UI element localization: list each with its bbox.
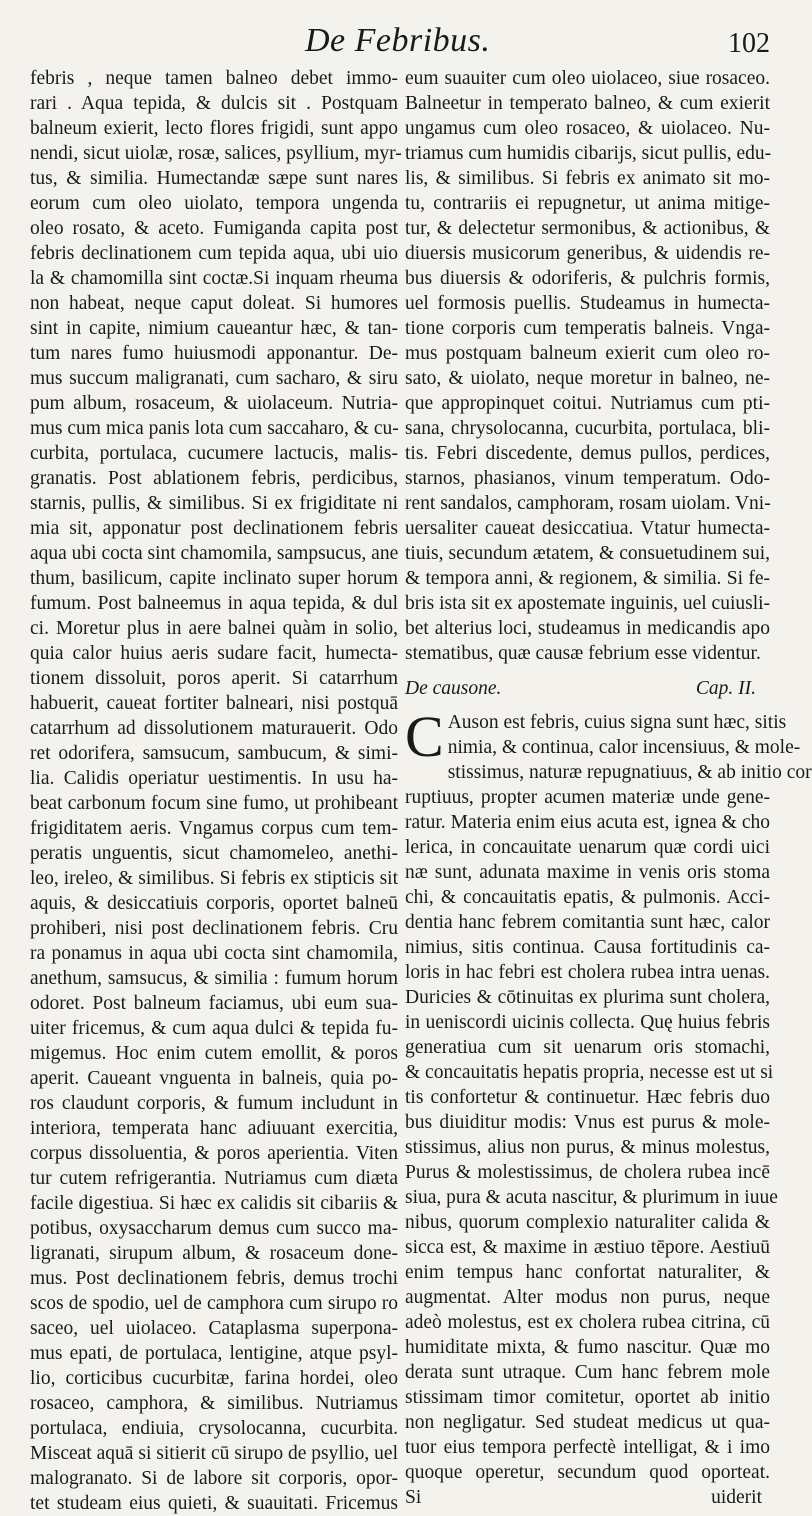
text-line: mus epati, de portulaca, lentigine, atque psyl- — [30, 1343, 398, 1364]
text-line: nendi, sicut uiolæ, rosæ, salices, psyllium, myr- — [30, 143, 402, 164]
section-title: De causone. — [405, 677, 502, 699]
text-line: aperit. Caueant vnguenta in balneis, quia po- — [30, 1068, 398, 1089]
text-line: stissimus, alius non purus, & minus molestus, — [405, 1137, 770, 1158]
text-line: Purus & molestissimus, de cholera rubea incē — [405, 1162, 770, 1183]
text-line: non habeat, neque caput doleat. Si humores — [30, 293, 398, 314]
text-line: bus diuersis & odoriferis, & pulchris formis, — [405, 268, 770, 289]
text-line: & tempora anni, & regionem, & similia. Si fe- — [405, 568, 770, 589]
text-line: mia sit, apponatur post declinationem febris — [30, 518, 398, 539]
text-line: dentia hanc febrem comitantia sunt hæc, calor — [405, 912, 770, 933]
text-line: nimia, & continua, calor incensiuus, & mole- — [447, 737, 801, 758]
text-line: corpus dissoluentia, & poros aperientia. Viten — [30, 1143, 398, 1164]
text-line: mus cum mica panis lota cum saccaharo, & cu- — [30, 418, 399, 439]
text-line: uiter fricemus, & cum aqua dulci & tepida fu- — [30, 1018, 398, 1039]
text-line: facile digestiua. Si hæc ex calidis sit cibariis & — [30, 1193, 398, 1214]
text-line: stissimus, naturæ repugnatiuus, & ab initio cor — [447, 762, 812, 783]
text-line: migemus. Hoc enim cutem emollit, & poros — [30, 1043, 398, 1064]
text-line: ret odorifera, samsucum, sambucum, & simi- — [30, 743, 398, 764]
text-line: sint in capite, nimium caueantur hæc, & tan- — [30, 318, 398, 339]
text-line: lis, & similibus. Si febris ex animato sit mo- — [405, 168, 770, 189]
text-line: tis. Febri discedente, demus pullos, perdices, — [405, 443, 770, 464]
right-column-upper-text — [405, 66, 770, 666]
drop-capital: C — [405, 704, 444, 769]
text-line: tus, & similia. Humectandæ sæpe sunt nares — [30, 168, 398, 189]
text-line: saceo, uel uiolaceo. Cataplasma superpona- — [30, 1318, 398, 1339]
text-line: ci. Moretur plus in aere balnei quàm in solio, — [30, 618, 398, 639]
text-line: stissimam timor comitetur, oportet ab initio — [405, 1387, 770, 1408]
text-line: uel formosis puellis. Studeamus in humecta- — [405, 293, 770, 314]
text-line: catarrhum ad dissolutionem maturauerit. Odo — [30, 718, 398, 739]
text-line: ratur. Materia enim eius acuta est, ignea & cho — [405, 812, 770, 833]
text-line: tuor eius tempora perfectè intelligat, & i imo — [405, 1437, 770, 1458]
text-line: prohiberi, nisi post declinationem febris. Cru — [30, 918, 398, 939]
right-column — [405, 66, 812, 1510]
text-line: beat carbonum focum sine fumo, ut prohibeant — [30, 793, 398, 814]
text-line: eum suauiter cum oleo uiolaceo, siue rosaceo. — [405, 68, 770, 89]
text-line: peratis unguentis, sicut chamomeleo, anethi- — [30, 843, 398, 864]
text-line: ruptiuus, propter acumen materiæ unde gene- — [405, 787, 770, 808]
text-line: pum album, rosaceum, & uiolaceum. Nutria- — [30, 393, 398, 414]
text-line: odoret. Post balneum faciamus, ubi eum sua- — [30, 993, 398, 1014]
text-line: mus. Post declinationem febris, demus trochi — [30, 1268, 398, 1289]
text-line: tis confortetur & continuetur. Hæc febris duo — [405, 1087, 770, 1108]
text-line: interiora, temperata hanc adiuuant exercitia, — [30, 1118, 398, 1139]
text-line: aquis, & desiccatiuis corporis, oportet balneū — [30, 893, 398, 914]
text-line: oleo rosato, & aceto. Fumiganda capita post — [30, 218, 398, 239]
text-line: sana, chrysolocanna, cucurbita, portulaca, bli- — [405, 418, 770, 439]
text-line: næ sunt, adunata maxime in venis oris stoma — [405, 862, 770, 883]
text-line: tione corporis cum temperatis balneis. Vnga- — [405, 318, 770, 339]
text-line: lerica, in concauitate uenarum quæ cordi uici — [405, 837, 770, 858]
text-line: Duricies & cōtinuitas ex plurima sunt cholera, — [405, 987, 770, 1008]
text-line: starnis, pullis, & similibus. Si ex frigiditate ni — [30, 493, 398, 514]
text-line: malogranato. Si de labore sit corporis, opor- — [30, 1468, 398, 1489]
text-line: tur cutem refrigerantia. Nutriamus cum diæta — [30, 1168, 398, 1189]
text-line: generatiua cum sit uenarum oris stomachi, — [405, 1037, 770, 1058]
text-line: tum nares fumo huiusmodi apponantur. De- — [30, 343, 398, 364]
text-line: lio, corticibus cucurbitæ, farina hordei, oleo — [30, 1368, 398, 1389]
text-line: stematibus, quæ causæ febrium esse videntur. — [405, 643, 761, 664]
text-line: ros claudunt corporis, & fumum includunt in — [30, 1093, 398, 1114]
text-line: potibus, oxysaccharum demus cum succo ma- — [30, 1218, 398, 1239]
text-line: triamus cum humidis cibarijs, sicut pullis, edu- — [405, 143, 772, 164]
text-line: mus postquam balneum exierit cum oleo ro- — [405, 343, 770, 364]
chapter-heading — [405, 666, 770, 710]
page-header — [0, 18, 800, 64]
text-line: Balneetur in temperato balneo, & cum exierit — [405, 93, 770, 114]
text-line: humiditate mixta, & fumo nascitur. Quæ mo — [405, 1337, 770, 1358]
text-line: scos de spodio, uel de camphora cum sirupo ro — [30, 1293, 398, 1314]
text-line: siua, pura & acuta nascitur, & plurimum in iuue — [405, 1187, 778, 1208]
text-line: que appropinquet coitui. Nutriamus cum pti- — [405, 393, 770, 414]
text-line: quia calor huius aeris sudare facit, humecta- — [30, 643, 398, 664]
text-line: fumum. Post balneemus in aqua tepida, & dul — [30, 593, 398, 614]
text-line: tet studeam eius quieti, & suauitati. Fricemus — [30, 1493, 398, 1514]
text-line: Misceat aquā si sitierit cū sirupo de psyllio, uel — [30, 1443, 398, 1464]
text-line: diuersis musicorum generibus, & uidendis re- — [405, 243, 770, 264]
text-line: loris in hac febri est cholera rubea intra uenas. — [405, 962, 770, 983]
text-line: anethum, samsucus, & similia : fumum horum — [30, 968, 398, 989]
text-line: thum, basilicum, capite inclinato super horum — [30, 568, 398, 589]
text-line: mus succum maligranati, cum sacharo, & siru — [30, 368, 398, 389]
text-line: febris declinationem cum tepida aqua, ubi uio — [30, 243, 398, 264]
text-line: nimius, sitis continua. Causa fortitudinis ca- — [405, 937, 770, 958]
text-line: bris ista sit ex apostemate inguinis, uel cuiusli- — [405, 593, 771, 614]
text-line: adeò molestus, est ex cholera rubea citrina, cū — [405, 1312, 770, 1333]
running-title: De Febribus. — [305, 22, 491, 59]
text-line: Auson est febris, cuius signa sunt hæc, sitis — [447, 712, 787, 733]
text-line: eorum cum oleo uiolato, tempora ungenda — [30, 193, 398, 214]
text-line: leo, ireleo, & similibus. Si febris ex stipticis sit — [30, 868, 398, 889]
text-line: bet alterius loci, studeamus in medicandis apo — [405, 618, 770, 639]
text-line: lia. Calidis operiatur uestimentis. In usu ha- — [30, 768, 398, 789]
text-line: derata sunt utraque. Cum hanc febrem mole — [405, 1362, 770, 1383]
text-line: balneum exierit, lecto flores frigidi, sunt appo — [30, 118, 398, 139]
text-line: habuerit, caueat fortiter balneari, nisi postquā — [30, 693, 398, 714]
text-line: & concauitatis hepatis propria, necesse est ut si — [405, 1062, 774, 1083]
text-line: rosaceo, camphora, & similibus. Nutriamus — [30, 1393, 398, 1414]
chapter-number: Cap. II. — [695, 677, 756, 699]
catchword: Si uiderit — [405, 1487, 762, 1508]
text-line: quoque operetur, secundum quod oporteat. — [405, 1462, 770, 1483]
chapter-opening — [405, 704, 801, 769]
text-line: frigiditatem aeris. Vngamus corpus cum tem- — [30, 818, 398, 839]
text-line: febris , neque tamen balneo debet immo- — [30, 68, 398, 89]
text-line: in ueniscordi uicinis collecta. Quę huius febris — [405, 1012, 770, 1033]
text-line: ligranati, sirupum album, & rosaceum done- — [30, 1243, 398, 1264]
text-line: sato, & uiolato, neque moretur in balneo, ne- — [405, 368, 770, 389]
text-line: aqua ubi cocta sint chamomila, sampsucus, ane — [30, 543, 399, 564]
text-line: ungamus cum oleo rosaceo, & uiolaceo. Nu- — [405, 118, 770, 139]
text-line: curbita, portulaca, cucumere lactucis, malis- — [30, 443, 398, 464]
text-line: la & chamomilla sint coctæ.Si inquam rheuma — [30, 268, 398, 289]
text-line: tiuis, secundum ætatem, & consuetudinem sui, — [405, 543, 770, 564]
text-line: ra ponamus in aqua ubi cocta sint chamomila, — [30, 943, 398, 964]
text-line: rent sandalos, camphoram, rosam uiolam. Vni- — [405, 493, 771, 514]
text-line: rari . Aqua tepida, & dulcis sit . Postquam — [30, 93, 398, 114]
right-column-lower-text — [405, 760, 812, 1485]
page-number: 102 — [728, 28, 770, 59]
text-line: sicca est, & maxime in æstiuo tēpore. Aestiuū — [405, 1237, 770, 1258]
text-line: augmentat. Alter modus non purus, neque — [405, 1287, 770, 1308]
text-line: enim tempus hanc confortat naturaliter, & — [405, 1262, 770, 1283]
text-line: chi, & concauitatis epatis, & pulmonis. Acci- — [405, 887, 770, 908]
text-line: starnos, phasianos, vinum temperatum. Odo- — [405, 468, 770, 489]
text-line: tionem dissoluit, poros aperit. Si catarrhum — [30, 668, 398, 689]
text-line: bus diuiditur modis: Vnus est purus & mole- — [405, 1112, 770, 1133]
text-line: tur, & delectetur sermonibus, & actionibus, & — [405, 218, 770, 239]
text-line: non negligatur. Sed studeat medicus ut qua- — [405, 1412, 770, 1433]
text-line: portulaca, endiuia, crysolocanna, cucurbita. — [30, 1418, 398, 1439]
text-line: granatis. Post ablationem febris, perdicibus, — [30, 468, 398, 489]
text-line: uersaliter caueat desiccatiua. Vtatur humecta- — [405, 518, 770, 539]
text-line: nibus, quorum complexio naturaliter calida & — [405, 1212, 770, 1233]
text-line: tu, contrariis ei repugnetur, ut anima mitige- — [405, 193, 770, 214]
left-column — [30, 66, 402, 1516]
